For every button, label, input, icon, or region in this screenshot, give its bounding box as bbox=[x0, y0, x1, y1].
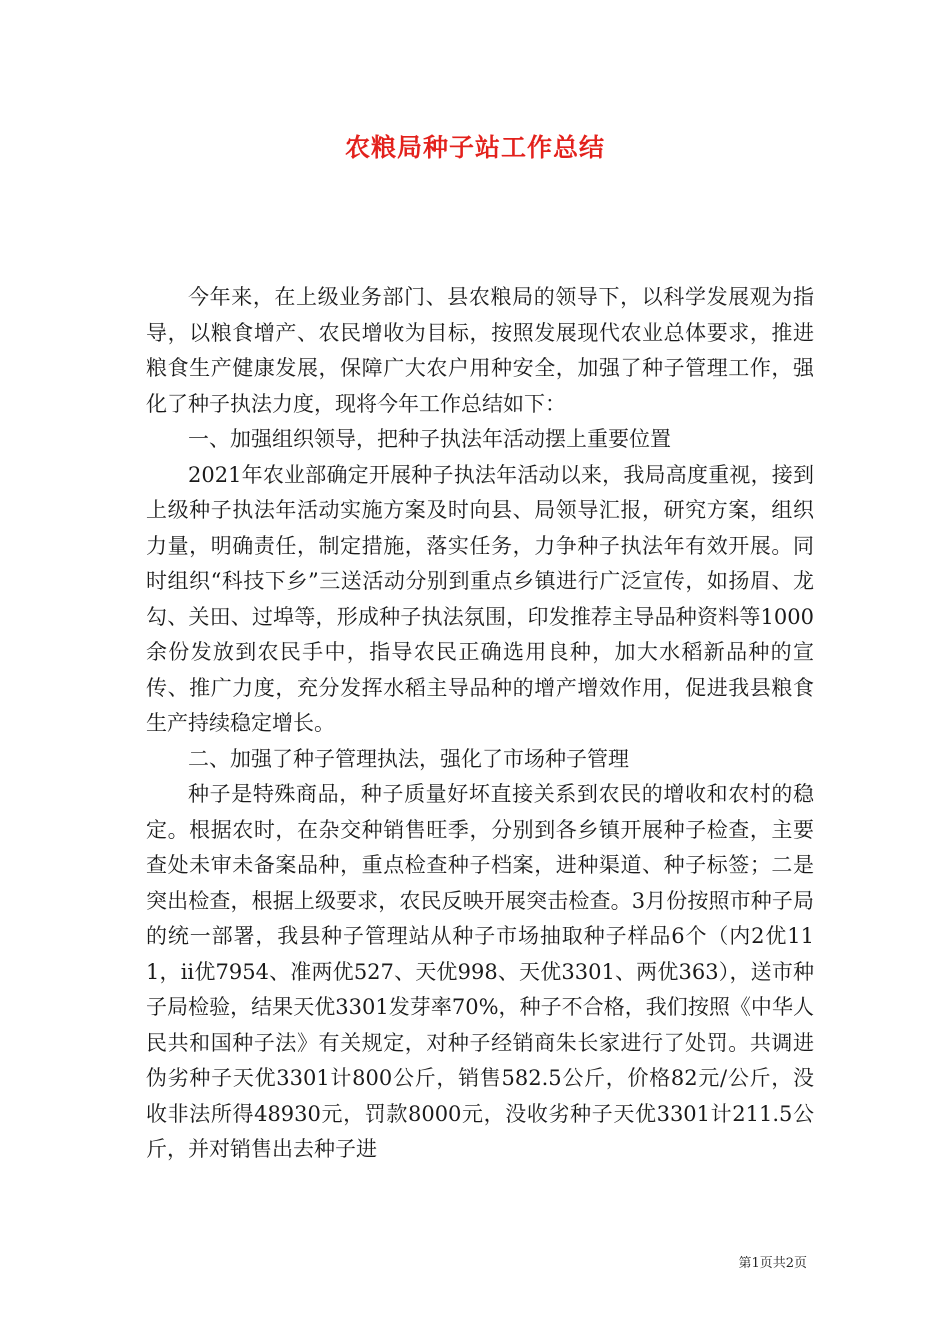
document-title: 农粮局种子站工作总结 bbox=[344, 133, 605, 162]
paragraph-section-1: 2021年农业部确定开展种子执法年活动以来，我局高度重视，接到上级种子执法年活动实施方案及时向县、局领导汇报，研究方案，组织力量，明确责任，制定措施，落实任务，力争种子执法年有效开展。同时组织“科技下乡”三送活动分别到重点乡镇进行广泛宣传，如扬眉、龙勾、关田、过埠等，形成种子执法氛围，印发推荐主导品种资料等1000余份发放到农民手中，指导农民正确选用良种，加大水稻新品种的宣传、推广力度，充分发挥水稻主导品种的增产增效作用，促进我县粮食生产持续稳定增长。 bbox=[146, 462, 814, 735]
paragraph-intro: 今年来，在上级业务部门、县农粮局的领导下，以科学发展观为指导，以粮食增产、农民增收为目标，按照发展现代农业总体要求，推进粮食生产健康发展，保障广大农户用种安全，加强了种子管理工作，强化了种子执法力度，现将今年工作总结如下： bbox=[146, 285, 814, 416]
paragraph-section-2: 种子是特殊商品，种子质量好坏直接关系到农民的增收和农村的稳定。根据农时，在杂交种销售旺季，分别到各乡镇开展种子检查，主要查处未审未备案品种，重点检查种子档案，进种渠道、种子标签；二是突出检查，根据上级要求，农民反映开展突击检查。3月份按照市种子局的统一部署，我县种子管理站从种子市场抽取种子样品6个（内2优111，ii优7954、准两优527、天优998、天优3301、两优363），送市种子局检验，结果天优3301发芽率70%，种子不合格，我们按照《中华人民共和国种子法》有关规定，对种子经销商朱长家进行了处罚。共调进伪劣种子天优3301计800公斤，销售582.5公斤，价格82元/公斤，没收非法所得48930元，罚款8000元，没收劣种子天优3301计211.5公斤，并对销售出去种子进 bbox=[146, 782, 814, 1161]
section-heading-1: 一、加强组织领导，把种子执法年活动摆上重要位置 bbox=[188, 427, 671, 451]
document-body bbox=[146, 280, 814, 1168]
section-heading-2: 二、加强了种子管理执法，强化了市场种子管理 bbox=[188, 746, 629, 771]
page-number: 第1页共2页 bbox=[738, 1256, 807, 1271]
